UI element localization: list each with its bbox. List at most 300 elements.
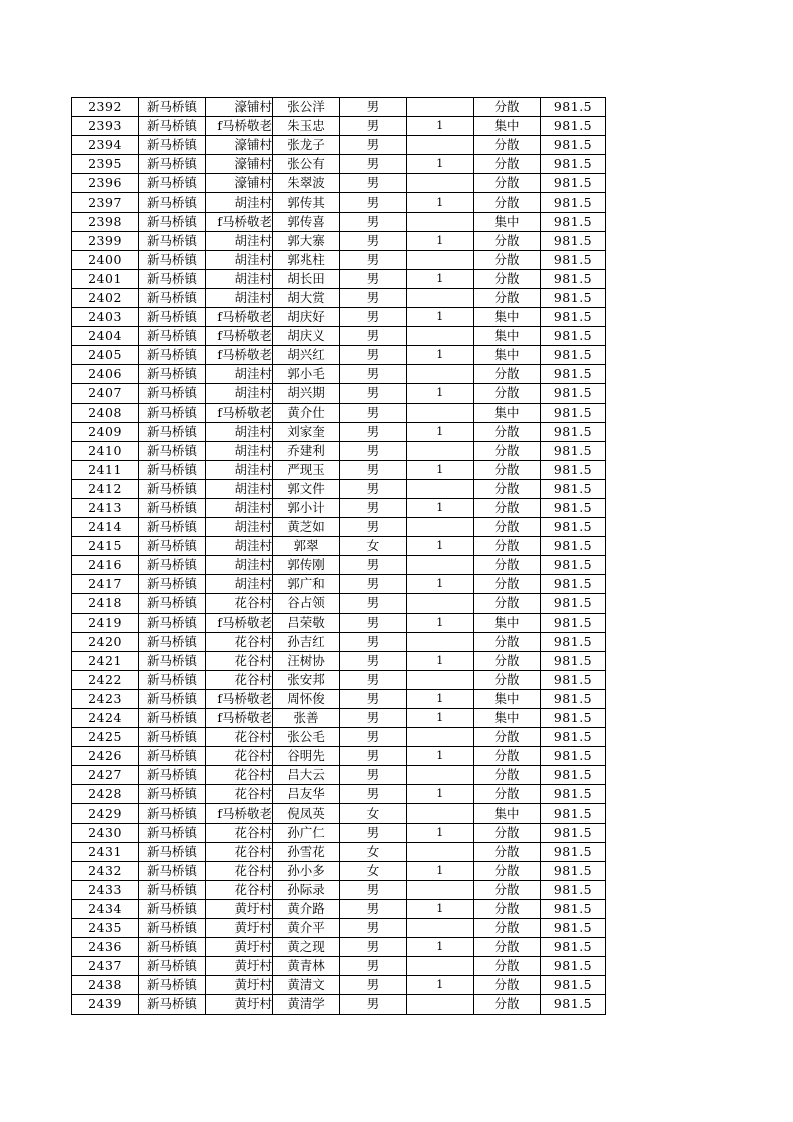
village-cell: f马桥敬老 xyxy=(206,117,273,136)
amount-cell: 981.5 xyxy=(541,327,606,346)
gender-cell: 男 xyxy=(340,212,407,231)
name-cell: 张公毛 xyxy=(273,728,340,747)
town-cell: 新马桥镇 xyxy=(139,613,206,632)
village-cell: 花谷村 xyxy=(206,880,273,899)
amount-cell: 981.5 xyxy=(541,384,606,403)
name-cell: 郭小计 xyxy=(273,498,340,517)
row-number-cell: 2420 xyxy=(72,632,139,651)
gender-cell: 男 xyxy=(340,174,407,193)
village-cell: 胡洼村 xyxy=(206,193,273,212)
village-cell: 胡洼村 xyxy=(206,575,273,594)
flag-cell xyxy=(407,766,474,785)
gender-cell: 男 xyxy=(340,556,407,575)
name-cell: 郭广和 xyxy=(273,575,340,594)
flag-cell xyxy=(407,98,474,117)
village-cell: 胡洼村 xyxy=(206,384,273,403)
town-cell: 新马桥镇 xyxy=(139,174,206,193)
village-cell: f马桥敬老 xyxy=(206,689,273,708)
support-type-cell: 分散 xyxy=(474,537,541,556)
name-cell: 郭小毛 xyxy=(273,365,340,384)
name-cell: 郭传其 xyxy=(273,193,340,212)
gender-cell: 男 xyxy=(340,518,407,537)
row-number-cell: 2409 xyxy=(72,422,139,441)
table-row xyxy=(72,174,606,193)
village-cell: 花谷村 xyxy=(206,823,273,842)
town-cell: 新马桥镇 xyxy=(139,365,206,384)
row-number-cell: 2422 xyxy=(72,670,139,689)
row-number-cell: 2399 xyxy=(72,231,139,250)
flag-cell: 1 xyxy=(407,269,474,288)
gender-cell: 男 xyxy=(340,250,407,269)
support-type-cell: 集中 xyxy=(474,804,541,823)
town-cell: 新马桥镇 xyxy=(139,670,206,689)
support-type-cell: 分散 xyxy=(474,899,541,918)
town-cell: 新马桥镇 xyxy=(139,842,206,861)
table-row xyxy=(72,709,606,728)
support-type-cell: 分散 xyxy=(474,365,541,384)
flag-cell: 1 xyxy=(407,346,474,365)
gender-cell: 女 xyxy=(340,861,407,880)
name-cell: 张安邦 xyxy=(273,670,340,689)
row-number-cell: 2430 xyxy=(72,823,139,842)
gender-cell: 男 xyxy=(340,689,407,708)
town-cell: 新马桥镇 xyxy=(139,556,206,575)
flag-cell: 1 xyxy=(407,422,474,441)
row-number-cell: 2398 xyxy=(72,212,139,231)
name-cell: 郭传喜 xyxy=(273,212,340,231)
town-cell: 新马桥镇 xyxy=(139,728,206,747)
row-number-cell: 2437 xyxy=(72,957,139,976)
row-number-cell: 2421 xyxy=(72,651,139,670)
row-number-cell: 2405 xyxy=(72,346,139,365)
amount-cell: 981.5 xyxy=(541,231,606,250)
support-type-cell: 分散 xyxy=(474,766,541,785)
gender-cell: 男 xyxy=(340,976,407,995)
amount-cell: 981.5 xyxy=(541,995,606,1014)
amount-cell: 981.5 xyxy=(541,613,606,632)
town-cell: 新马桥镇 xyxy=(139,269,206,288)
name-cell: 汪树协 xyxy=(273,651,340,670)
row-number-cell: 2402 xyxy=(72,288,139,307)
town-cell: 新马桥镇 xyxy=(139,804,206,823)
row-number-cell: 2417 xyxy=(72,575,139,594)
village-cell: 胡洼村 xyxy=(206,479,273,498)
support-type-cell: 分散 xyxy=(474,632,541,651)
flag-cell: 1 xyxy=(407,537,474,556)
amount-cell: 981.5 xyxy=(541,193,606,212)
amount-cell: 981.5 xyxy=(541,976,606,995)
flag-cell: 1 xyxy=(407,709,474,728)
support-type-cell: 分散 xyxy=(474,976,541,995)
support-type-cell: 分散 xyxy=(474,880,541,899)
amount-cell: 981.5 xyxy=(541,269,606,288)
amount-cell: 981.5 xyxy=(541,919,606,938)
amount-cell: 981.5 xyxy=(541,709,606,728)
amount-cell: 981.5 xyxy=(541,98,606,117)
town-cell: 新马桥镇 xyxy=(139,498,206,517)
town-cell: 新马桥镇 xyxy=(139,709,206,728)
flag-cell: 1 xyxy=(407,117,474,136)
table-row xyxy=(72,498,606,517)
gender-cell: 男 xyxy=(340,995,407,1014)
row-number-cell: 2432 xyxy=(72,861,139,880)
amount-cell: 981.5 xyxy=(541,422,606,441)
village-cell: 胡洼村 xyxy=(206,518,273,537)
table-row xyxy=(72,537,606,556)
amount-cell: 981.5 xyxy=(541,117,606,136)
gender-cell: 男 xyxy=(340,269,407,288)
town-cell: 新马桥镇 xyxy=(139,384,206,403)
gender-cell: 男 xyxy=(340,308,407,327)
flag-cell xyxy=(407,804,474,823)
amount-cell: 981.5 xyxy=(541,498,606,517)
village-cell: 花谷村 xyxy=(206,632,273,651)
name-cell: 张龙子 xyxy=(273,136,340,155)
table-row xyxy=(72,212,606,231)
village-cell: 胡洼村 xyxy=(206,422,273,441)
amount-cell: 981.5 xyxy=(541,575,606,594)
amount-cell: 981.5 xyxy=(541,632,606,651)
name-cell: 刘家奎 xyxy=(273,422,340,441)
table-row xyxy=(72,804,606,823)
village-cell: f马桥敬老 xyxy=(206,308,273,327)
row-number-cell: 2408 xyxy=(72,403,139,422)
flag-cell xyxy=(407,212,474,231)
table-row xyxy=(72,365,606,384)
gender-cell: 男 xyxy=(340,441,407,460)
village-cell: 濠铺村 xyxy=(206,98,273,117)
amount-cell: 981.5 xyxy=(541,880,606,899)
town-cell: 新马桥镇 xyxy=(139,308,206,327)
name-cell: 孙吉红 xyxy=(273,632,340,651)
amount-cell: 981.5 xyxy=(541,441,606,460)
amount-cell: 981.5 xyxy=(541,594,606,613)
name-cell: 张公有 xyxy=(273,155,340,174)
row-number-cell: 2412 xyxy=(72,479,139,498)
support-type-cell: 集中 xyxy=(474,403,541,422)
name-cell: 黄芝如 xyxy=(273,518,340,537)
village-cell: 胡洼村 xyxy=(206,365,273,384)
support-type-cell: 分散 xyxy=(474,651,541,670)
amount-cell: 981.5 xyxy=(541,670,606,689)
amount-cell: 981.5 xyxy=(541,365,606,384)
amount-cell: 981.5 xyxy=(541,537,606,556)
flag-cell xyxy=(407,403,474,422)
name-cell: 朱玉忠 xyxy=(273,117,340,136)
town-cell: 新马桥镇 xyxy=(139,346,206,365)
table-row xyxy=(72,308,606,327)
support-type-cell: 分散 xyxy=(474,250,541,269)
table-row xyxy=(72,327,606,346)
row-number-cell: 2401 xyxy=(72,269,139,288)
gender-cell: 男 xyxy=(340,823,407,842)
support-type-cell: 分散 xyxy=(474,98,541,117)
table-row xyxy=(72,403,606,422)
table-body xyxy=(72,98,606,1015)
table-row xyxy=(72,766,606,785)
row-number-cell: 2397 xyxy=(72,193,139,212)
row-number-cell: 2419 xyxy=(72,613,139,632)
table-row xyxy=(72,689,606,708)
table-row xyxy=(72,957,606,976)
flag-cell: 1 xyxy=(407,976,474,995)
support-type-cell: 分散 xyxy=(474,747,541,766)
support-type-cell: 分散 xyxy=(474,995,541,1014)
support-type-cell: 分散 xyxy=(474,594,541,613)
village-cell: 花谷村 xyxy=(206,594,273,613)
amount-cell: 981.5 xyxy=(541,212,606,231)
row-number-cell: 2423 xyxy=(72,689,139,708)
gender-cell: 男 xyxy=(340,670,407,689)
gender-cell: 男 xyxy=(340,747,407,766)
row-number-cell: 2425 xyxy=(72,728,139,747)
village-cell: 濠铺村 xyxy=(206,136,273,155)
amount-cell: 981.5 xyxy=(541,174,606,193)
village-cell: 花谷村 xyxy=(206,842,273,861)
amount-cell: 981.5 xyxy=(541,804,606,823)
town-cell: 新马桥镇 xyxy=(139,938,206,957)
village-cell: 花谷村 xyxy=(206,747,273,766)
support-type-cell: 分散 xyxy=(474,422,541,441)
row-number-cell: 2407 xyxy=(72,384,139,403)
town-cell: 新马桥镇 xyxy=(139,117,206,136)
town-cell: 新马桥镇 xyxy=(139,479,206,498)
flag-cell xyxy=(407,441,474,460)
name-cell: 倪凤英 xyxy=(273,804,340,823)
table-row xyxy=(72,384,606,403)
name-cell: 黄介路 xyxy=(273,899,340,918)
table-row xyxy=(72,670,606,689)
support-type-cell: 分散 xyxy=(474,460,541,479)
flag-cell xyxy=(407,880,474,899)
row-number-cell: 2424 xyxy=(72,709,139,728)
amount-cell: 981.5 xyxy=(541,346,606,365)
support-type-cell: 分散 xyxy=(474,269,541,288)
gender-cell: 男 xyxy=(340,136,407,155)
gender-cell: 男 xyxy=(340,919,407,938)
name-cell: 谷明先 xyxy=(273,747,340,766)
village-cell: 黄圩村 xyxy=(206,938,273,957)
village-cell: 花谷村 xyxy=(206,728,273,747)
name-cell: 胡兴红 xyxy=(273,346,340,365)
flag-cell xyxy=(407,288,474,307)
gender-cell: 男 xyxy=(340,155,407,174)
support-type-cell: 集中 xyxy=(474,689,541,708)
support-type-cell: 分散 xyxy=(474,479,541,498)
table-row xyxy=(72,632,606,651)
row-number-cell: 2400 xyxy=(72,250,139,269)
name-cell: 孙际录 xyxy=(273,880,340,899)
table-row xyxy=(72,441,606,460)
amount-cell: 981.5 xyxy=(541,136,606,155)
town-cell: 新马桥镇 xyxy=(139,441,206,460)
town-cell: 新马桥镇 xyxy=(139,823,206,842)
town-cell: 新马桥镇 xyxy=(139,212,206,231)
flag-cell: 1 xyxy=(407,575,474,594)
table-row xyxy=(72,938,606,957)
table-row xyxy=(72,899,606,918)
name-cell: 张公洋 xyxy=(273,98,340,117)
row-number-cell: 2439 xyxy=(72,995,139,1014)
amount-cell: 981.5 xyxy=(541,747,606,766)
flag-cell: 1 xyxy=(407,747,474,766)
row-number-cell: 2392 xyxy=(72,98,139,117)
name-cell: 孙雪花 xyxy=(273,842,340,861)
name-cell: 胡庆好 xyxy=(273,308,340,327)
town-cell: 新马桥镇 xyxy=(139,422,206,441)
amount-cell: 981.5 xyxy=(541,728,606,747)
flag-cell: 1 xyxy=(407,823,474,842)
support-type-cell: 分散 xyxy=(474,842,541,861)
town-cell: 新马桥镇 xyxy=(139,231,206,250)
gender-cell: 女 xyxy=(340,804,407,823)
table-row xyxy=(72,785,606,804)
row-number-cell: 2418 xyxy=(72,594,139,613)
village-cell: 胡洼村 xyxy=(206,537,273,556)
name-cell: 郭翠 xyxy=(273,537,340,556)
support-type-cell: 分散 xyxy=(474,938,541,957)
support-type-cell: 分散 xyxy=(474,823,541,842)
village-cell: 濠铺村 xyxy=(206,155,273,174)
village-cell: 花谷村 xyxy=(206,785,273,804)
town-cell: 新马桥镇 xyxy=(139,518,206,537)
row-number-cell: 2426 xyxy=(72,747,139,766)
town-cell: 新马桥镇 xyxy=(139,976,206,995)
flag-cell xyxy=(407,632,474,651)
gender-cell: 女 xyxy=(340,537,407,556)
town-cell: 新马桥镇 xyxy=(139,899,206,918)
table-row xyxy=(72,117,606,136)
name-cell: 吕荣敬 xyxy=(273,613,340,632)
gender-cell: 男 xyxy=(340,422,407,441)
flag-cell xyxy=(407,995,474,1014)
gender-cell: 男 xyxy=(340,498,407,517)
table-row xyxy=(72,193,606,212)
table-row xyxy=(72,269,606,288)
gender-cell: 男 xyxy=(340,193,407,212)
amount-cell: 981.5 xyxy=(541,861,606,880)
gender-cell: 男 xyxy=(340,231,407,250)
gender-cell: 女 xyxy=(340,842,407,861)
village-cell: 黄圩村 xyxy=(206,899,273,918)
name-cell: 黄青林 xyxy=(273,957,340,976)
village-cell: 胡洼村 xyxy=(206,269,273,288)
name-cell: 黄清文 xyxy=(273,976,340,995)
village-cell: 黄圩村 xyxy=(206,976,273,995)
name-cell: 吕大云 xyxy=(273,766,340,785)
flag-cell: 1 xyxy=(407,460,474,479)
town-cell: 新马桥镇 xyxy=(139,995,206,1014)
name-cell: 吕友华 xyxy=(273,785,340,804)
row-number-cell: 2414 xyxy=(72,518,139,537)
town-cell: 新马桥镇 xyxy=(139,632,206,651)
table-row xyxy=(72,861,606,880)
town-cell: 新马桥镇 xyxy=(139,403,206,422)
amount-cell: 981.5 xyxy=(541,403,606,422)
amount-cell: 981.5 xyxy=(541,288,606,307)
gender-cell: 男 xyxy=(340,938,407,957)
support-type-cell: 集中 xyxy=(474,308,541,327)
name-cell: 黄介仕 xyxy=(273,403,340,422)
flag-cell xyxy=(407,174,474,193)
name-cell: 郭文件 xyxy=(273,479,340,498)
table-row xyxy=(72,594,606,613)
table-row xyxy=(72,651,606,670)
town-cell: 新马桥镇 xyxy=(139,594,206,613)
village-cell: f马桥敬老 xyxy=(206,613,273,632)
name-cell: 郭传刚 xyxy=(273,556,340,575)
support-type-cell: 集中 xyxy=(474,327,541,346)
town-cell: 新马桥镇 xyxy=(139,537,206,556)
row-number-cell: 2395 xyxy=(72,155,139,174)
support-type-cell: 分散 xyxy=(474,518,541,537)
town-cell: 新马桥镇 xyxy=(139,193,206,212)
row-number-cell: 2410 xyxy=(72,441,139,460)
support-type-cell: 分散 xyxy=(474,441,541,460)
village-cell: f马桥敬老 xyxy=(206,212,273,231)
amount-cell: 981.5 xyxy=(541,823,606,842)
row-number-cell: 2429 xyxy=(72,804,139,823)
gender-cell: 男 xyxy=(340,766,407,785)
row-number-cell: 2404 xyxy=(72,327,139,346)
town-cell: 新马桥镇 xyxy=(139,288,206,307)
flag-cell xyxy=(407,250,474,269)
village-cell: 胡洼村 xyxy=(206,231,273,250)
gender-cell: 男 xyxy=(340,98,407,117)
name-cell: 郭大寨 xyxy=(273,231,340,250)
flag-cell: 1 xyxy=(407,308,474,327)
amount-cell: 981.5 xyxy=(541,842,606,861)
table-row xyxy=(72,155,606,174)
table-row xyxy=(72,747,606,766)
village-cell: 花谷村 xyxy=(206,651,273,670)
town-cell: 新马桥镇 xyxy=(139,957,206,976)
amount-cell: 981.5 xyxy=(541,155,606,174)
amount-cell: 981.5 xyxy=(541,556,606,575)
name-cell: 黄介平 xyxy=(273,919,340,938)
town-cell: 新马桥镇 xyxy=(139,766,206,785)
row-number-cell: 2416 xyxy=(72,556,139,575)
town-cell: 新马桥镇 xyxy=(139,880,206,899)
town-cell: 新马桥镇 xyxy=(139,785,206,804)
flag-cell xyxy=(407,919,474,938)
village-cell: f马桥敬老 xyxy=(206,804,273,823)
flag-cell: 1 xyxy=(407,155,474,174)
gender-cell: 男 xyxy=(340,117,407,136)
town-cell: 新马桥镇 xyxy=(139,919,206,938)
support-type-cell: 分散 xyxy=(474,957,541,976)
gender-cell: 男 xyxy=(340,632,407,651)
town-cell: 新马桥镇 xyxy=(139,250,206,269)
flag-cell: 1 xyxy=(407,785,474,804)
support-type-cell: 分散 xyxy=(474,193,541,212)
data-table xyxy=(71,97,606,1015)
support-type-cell: 分散 xyxy=(474,384,541,403)
village-cell: 花谷村 xyxy=(206,861,273,880)
town-cell: 新马桥镇 xyxy=(139,747,206,766)
amount-cell: 981.5 xyxy=(541,518,606,537)
name-cell: 胡庆义 xyxy=(273,327,340,346)
flag-cell xyxy=(407,957,474,976)
gender-cell: 男 xyxy=(340,709,407,728)
village-cell: f马桥敬老 xyxy=(206,403,273,422)
support-type-cell: 分散 xyxy=(474,288,541,307)
table-row xyxy=(72,518,606,537)
table-row xyxy=(72,556,606,575)
name-cell: 黄清学 xyxy=(273,995,340,1014)
flag-cell xyxy=(407,670,474,689)
amount-cell: 981.5 xyxy=(541,689,606,708)
